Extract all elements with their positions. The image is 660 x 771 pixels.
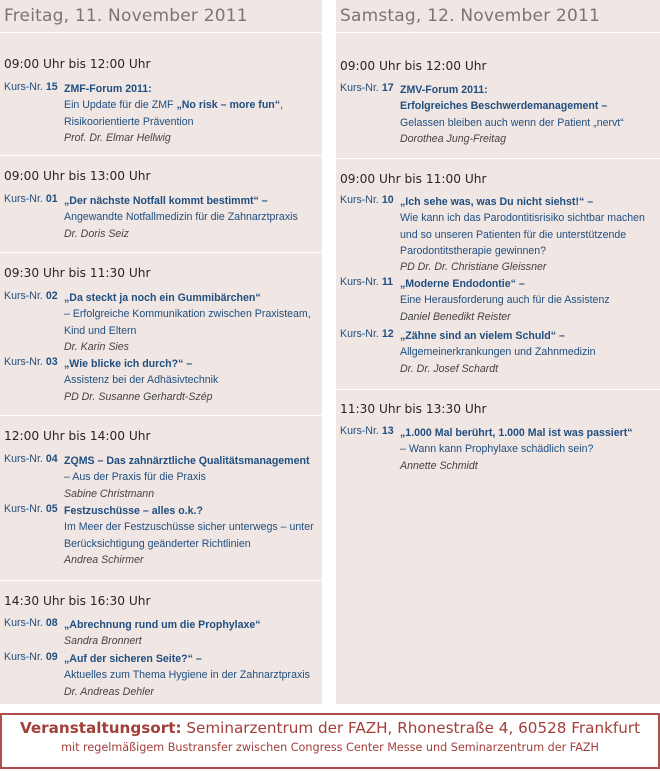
course-11 bbox=[340, 276, 656, 325]
course-speaker: Dr. Dr. Josef Schardt bbox=[400, 362, 499, 375]
course-title: ZMF-Forum 2011: bbox=[64, 83, 152, 95]
course-title: „Ich sehe was, was Du nicht siehst!“ – bbox=[400, 196, 594, 208]
course-description: Kind und Eltern bbox=[64, 324, 137, 337]
time-slot: 14:30 Uhr bis 16:30 Uhr bbox=[4, 594, 151, 608]
friday-column bbox=[0, 0, 322, 704]
course-speaker: Prof. Dr. Elmar Hellwig bbox=[64, 131, 171, 144]
course-05 bbox=[4, 503, 318, 568]
course-description: Parodontitstherapie gewinnen? bbox=[400, 244, 547, 257]
course-01 bbox=[4, 193, 318, 242]
course-title: „Wie blicke ich durch?“ – bbox=[64, 358, 193, 370]
saturday-column bbox=[336, 0, 660, 704]
course-10 bbox=[340, 194, 656, 275]
course-speaker: Dr. Doris Seiz bbox=[64, 227, 129, 240]
course-title: ZMV-Forum 2011: bbox=[400, 84, 488, 96]
venue-note: mit regelmäßigem Bustransfer zwischen Congress Center Messe und Seminarzentrum der FAZH bbox=[61, 741, 599, 754]
course-number: Kurs-Nr. 04 bbox=[4, 453, 58, 465]
day-title: Freitag, 11. November 2011 bbox=[4, 6, 248, 26]
course-title: „Der nächste Notfall kommt bestimmt“ – bbox=[64, 195, 268, 207]
course-title: ZQMS – Das zahnärztliche Qualitätsmanagement bbox=[64, 455, 310, 467]
time-slot: 11:30 Uhr bis 13:30 Uhr bbox=[340, 402, 487, 416]
course-number: Kurs-Nr. 13 bbox=[340, 425, 394, 437]
course-speaker: Dr. Andreas Dehler bbox=[64, 685, 154, 698]
course-description: Aktuelles zum Thema Hygiene in der Zahnarztpraxis bbox=[64, 669, 310, 682]
course-number: Kurs-Nr. 10 bbox=[340, 194, 394, 206]
course-description: Berücksichtigung geänderter Richtlinien bbox=[64, 537, 251, 550]
course-number: Kurs-Nr. 15 bbox=[4, 81, 58, 93]
divider bbox=[0, 32, 322, 33]
course-description: Gelassen bleiben auch wenn der Patient „nervt“ bbox=[400, 116, 624, 129]
course-speaker: Daniel Benedikt Reister bbox=[400, 310, 511, 323]
course-02 bbox=[4, 290, 318, 355]
course-number: Kurs-Nr. 05 bbox=[4, 503, 58, 515]
divider bbox=[336, 158, 660, 159]
venue-address: Seminarzentrum der FAZH, Rhonestraße 4, 60528 Frankfurt bbox=[186, 719, 641, 737]
course-description: Eine Herausforderung auch für die Assistenz bbox=[400, 294, 610, 307]
divider bbox=[336, 32, 660, 33]
course-description: Allgemeinerkrankungen und Zahnmedizin bbox=[400, 346, 596, 359]
course-12 bbox=[340, 328, 656, 377]
course-speaker: Dr. Karin Sies bbox=[64, 340, 129, 353]
course-title: „Da steckt ja noch ein Gummibärchen“ bbox=[64, 292, 261, 304]
divider bbox=[0, 415, 322, 416]
course-speaker: Sabine Christmann bbox=[64, 487, 155, 500]
course-04 bbox=[4, 453, 318, 502]
course-description: Risikoorientierte Prävention bbox=[64, 115, 194, 128]
course-title: „Zähne sind an vielem Schuld“ – bbox=[400, 330, 565, 342]
time-slot: 09:00 Uhr bis 11:00 Uhr bbox=[340, 172, 487, 186]
course-17 bbox=[340, 82, 656, 147]
divider bbox=[0, 252, 322, 253]
course-03 bbox=[4, 356, 318, 405]
time-slot: 09:00 Uhr bis 13:00 Uhr bbox=[4, 169, 151, 183]
course-09 bbox=[4, 651, 318, 700]
course-description: Im Meer der Festzuschüsse sicher unterwegs – unter bbox=[64, 521, 314, 534]
course-speaker: Sandra Bronnert bbox=[64, 635, 142, 648]
course-speaker: PD Dr. Susanne Gerhardt-Szép bbox=[64, 390, 213, 403]
course-title: Festzuschüsse – alles o.k.? bbox=[64, 505, 203, 517]
divider bbox=[0, 155, 322, 156]
course-title: Erfolgreiches Beschwerdemanagement – bbox=[400, 100, 608, 113]
course-speaker: Dorothea Jung-Freitag bbox=[400, 132, 506, 145]
venue-line bbox=[2, 719, 658, 737]
time-slot: 12:00 Uhr bis 14:00 Uhr bbox=[4, 429, 151, 443]
course-title: „Moderne Endodontie“ – bbox=[400, 278, 525, 290]
course-number: Kurs-Nr. 11 bbox=[340, 276, 394, 288]
course-speaker: Annette Schmidt bbox=[400, 459, 478, 472]
course-title: „1.000 Mal berührt, 1.000 Mal ist was passiert“ bbox=[400, 427, 633, 439]
venue-label: Veranstaltungsort: bbox=[19, 719, 182, 737]
course-description: – Aus der Praxis für die Praxis bbox=[64, 471, 206, 484]
course-15 bbox=[4, 81, 318, 146]
course-08 bbox=[4, 617, 318, 650]
time-slot: 09:00 Uhr bis 12:00 Uhr bbox=[4, 57, 151, 71]
course-description: Assistenz bei der Adhäsivtechnik bbox=[64, 374, 219, 387]
time-slot: 09:30 Uhr bis 11:30 Uhr bbox=[4, 266, 151, 280]
course-number: Kurs-Nr. 08 bbox=[4, 617, 58, 629]
course-description: und so unseren Patienten für die unterstützende bbox=[400, 228, 627, 241]
course-speaker: Andrea Schirmer bbox=[64, 553, 144, 566]
course-number: Kurs-Nr. 01 bbox=[4, 193, 58, 205]
course-number: Kurs-Nr. 03 bbox=[4, 356, 58, 368]
time-slot: 09:00 Uhr bis 12:00 Uhr bbox=[340, 59, 487, 73]
venue-box bbox=[0, 713, 660, 769]
course-title: „Auf der sicheren Seite?“ – bbox=[64, 653, 202, 665]
course-description: Ein Update für die ZMF „No risk – more fun“, bbox=[64, 99, 284, 112]
course-description: Angewandte Notfallmedizin für die Zahnarztpraxis bbox=[64, 211, 298, 224]
course-description: – Erfolgreiche Kommunikation zwischen Praxisteam, bbox=[64, 308, 311, 321]
course-number: Kurs-Nr. 02 bbox=[4, 290, 58, 302]
course-speaker: PD Dr. Dr. Christiane Gleissner bbox=[400, 261, 547, 274]
divider bbox=[0, 580, 322, 581]
course-description: Wie kann ich das Parodontitisrisiko sichtbar machen bbox=[400, 212, 645, 225]
course-description: – Wann kann Prophylaxe schädlich sein? bbox=[400, 443, 594, 456]
course-title: „Abrechnung rund um die Prophylaxe“ bbox=[64, 619, 261, 631]
course-number: Kurs-Nr. 17 bbox=[340, 82, 394, 94]
course-13 bbox=[340, 425, 656, 474]
course-number: Kurs-Nr. 09 bbox=[4, 651, 58, 663]
divider bbox=[336, 389, 660, 390]
course-number: Kurs-Nr. 12 bbox=[340, 328, 394, 340]
day-title: Samstag, 12. November 2011 bbox=[340, 6, 601, 26]
